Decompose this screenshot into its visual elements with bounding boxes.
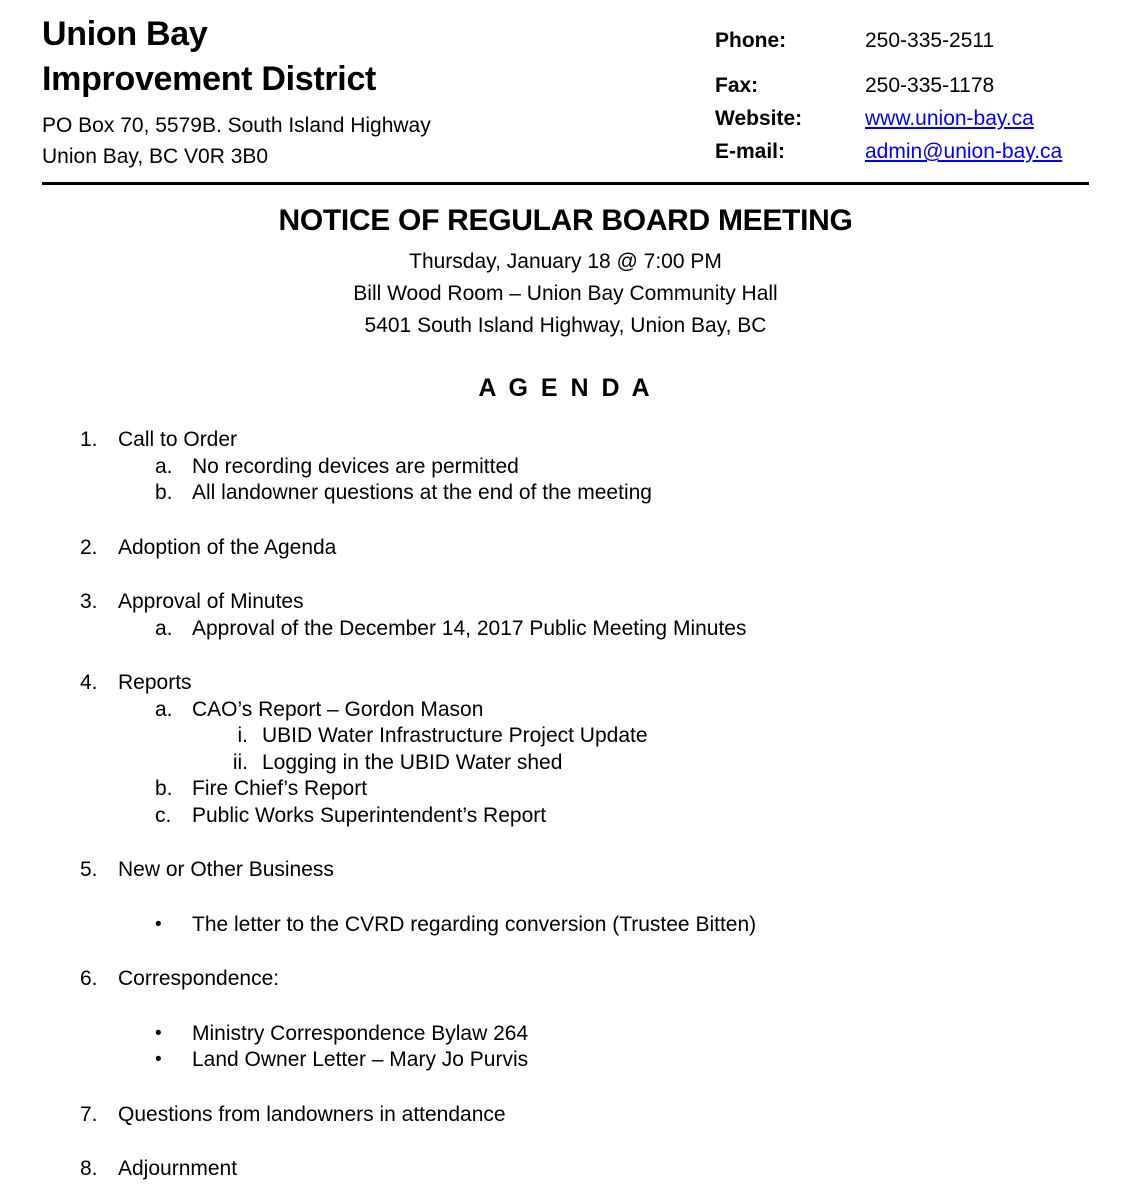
agenda-item [42, 454, 1089, 481]
list-marker: b. [155, 777, 173, 800]
agenda-block [42, 912, 1089, 939]
agenda-item-text: Logging in the UBID Water shed [262, 750, 563, 774]
agenda-item [42, 750, 1089, 777]
list-marker: 6. [80, 967, 98, 990]
agenda-item-text: Approval of the December 14, 2017 Public Meeting Minutes [192, 616, 747, 640]
bullet-marker: • [155, 913, 162, 935]
email-label: E-mail: [715, 140, 786, 163]
list-marker: 1. [80, 428, 98, 451]
agenda-item [42, 1156, 1089, 1183]
contact-block [715, 28, 1089, 172]
fax-value: 250-335-1178 [865, 74, 995, 97]
agenda-item [42, 1047, 1089, 1074]
agenda-item [42, 535, 1089, 562]
agenda-item-text: All landowner questions at the end of the meeting [192, 481, 652, 504]
agenda-item [42, 723, 1089, 750]
list-marker: b. [155, 481, 173, 504]
list-marker: 8. [80, 1157, 98, 1180]
phone-label: Phone: [715, 29, 787, 52]
notice-title: NOTICE OF REGULAR BOARD MEETING [278, 204, 853, 237]
agenda-item-text: Land Owner Letter – Mary Jo Purvis [192, 1048, 529, 1071]
agenda-block [42, 427, 1089, 507]
agenda-item [42, 803, 1089, 830]
agenda-item-text: Public Works Superintendent’s Report [192, 803, 547, 827]
contact-row-email [715, 139, 1089, 165]
list-marker: 5. [80, 858, 98, 881]
agenda-item [42, 966, 1089, 993]
agenda-item-text: No recording devices are permitted [192, 454, 519, 478]
agenda-item [42, 427, 1089, 454]
website-label: Website: [715, 107, 803, 130]
agenda-block [42, 535, 1089, 562]
agenda-item [42, 480, 1089, 507]
agenda-item-text: Correspondence: [118, 967, 280, 990]
notice-venue: Bill Wood Room – Union Bay Community Hall [353, 282, 778, 305]
list-marker: 7. [80, 1102, 98, 1126]
list-marker: a. [155, 454, 173, 478]
website-link[interactable]: www.union-bay.ca [865, 107, 1034, 130]
notice-address: 5401 South Island Highway, Union Bay, BC [364, 314, 767, 337]
agenda-block [42, 966, 1089, 993]
list-marker: i. [237, 724, 248, 747]
contact-row-fax [715, 73, 1089, 99]
agenda-item-text: Questions from landowners in attendance [118, 1102, 506, 1126]
list-marker: c. [155, 803, 172, 827]
agenda-item-text: Adoption of the Agenda [118, 535, 337, 559]
list-marker: a. [155, 697, 173, 721]
agenda-item-text: CAO’s Report – Gordon Mason [192, 697, 484, 721]
agenda-item-text: Call to Order [118, 428, 238, 451]
agenda-item-text: Approval of Minutes [118, 590, 304, 613]
agenda-block [42, 670, 1089, 829]
email-link[interactable]: admin@union-bay.ca [865, 140, 1063, 163]
notice-block [42, 202, 1089, 405]
agenda-heading: A G E N D A [478, 374, 653, 402]
header-divider [42, 182, 1089, 185]
agenda-block [42, 1102, 1089, 1129]
agenda-block [42, 1021, 1089, 1074]
list-marker: 3. [80, 590, 98, 613]
agenda-block [42, 589, 1089, 642]
agenda-item [42, 670, 1089, 697]
contact-row-phone [715, 28, 1089, 54]
agenda-item-text: UBID Water Infrastructure Project Update [262, 724, 648, 747]
fax-label: Fax: [715, 74, 759, 97]
agenda-list [42, 427, 1089, 1183]
agenda-item [42, 589, 1089, 616]
org-address-line2: Union Bay, BC V0R 3B0 [42, 145, 269, 168]
notice-subtitle [42, 246, 1089, 342]
agenda-item [42, 857, 1089, 884]
agenda-item-text: Fire Chief’s Report [192, 777, 368, 800]
agenda-item-text: New or Other Business [118, 858, 334, 881]
org-address-line1: PO Box 70, 5579B. South Island Highway [42, 114, 431, 137]
list-marker: ii. [232, 750, 248, 774]
org-block [42, 12, 431, 172]
letterhead [42, 0, 1089, 172]
agenda-item [42, 616, 1089, 643]
list-marker: a. [155, 616, 173, 640]
list-marker: 2. [80, 535, 98, 559]
agenda-item [42, 776, 1089, 803]
bullet-marker: • [155, 1049, 162, 1070]
agenda-item [42, 1102, 1089, 1129]
agenda-item-text: Ministry Correspondence Bylaw 264 [192, 1021, 529, 1045]
org-name-line1: Union Bay [42, 15, 208, 53]
phone-value: 250-335-2511 [865, 29, 995, 52]
org-address [42, 110, 431, 172]
agenda-item [42, 912, 1089, 939]
agenda-block [42, 1156, 1089, 1183]
agenda-item [42, 697, 1089, 724]
agenda-item-text: Reports [118, 671, 192, 694]
org-name [42, 12, 431, 102]
bullet-marker: • [155, 1022, 162, 1044]
notice-datetime: Thursday, January 18 @ 7:00 PM [409, 250, 722, 273]
agenda-item-text: Adjournment [118, 1157, 238, 1180]
agenda-item-text: The letter to the CVRD regarding conversion (Trustee Bitten) [192, 912, 757, 936]
list-marker: 4. [80, 671, 98, 694]
agenda-block [42, 857, 1089, 884]
org-name-line2: Improvement District [42, 60, 377, 98]
agenda-item [42, 1021, 1089, 1048]
contact-row-website [715, 106, 1089, 132]
